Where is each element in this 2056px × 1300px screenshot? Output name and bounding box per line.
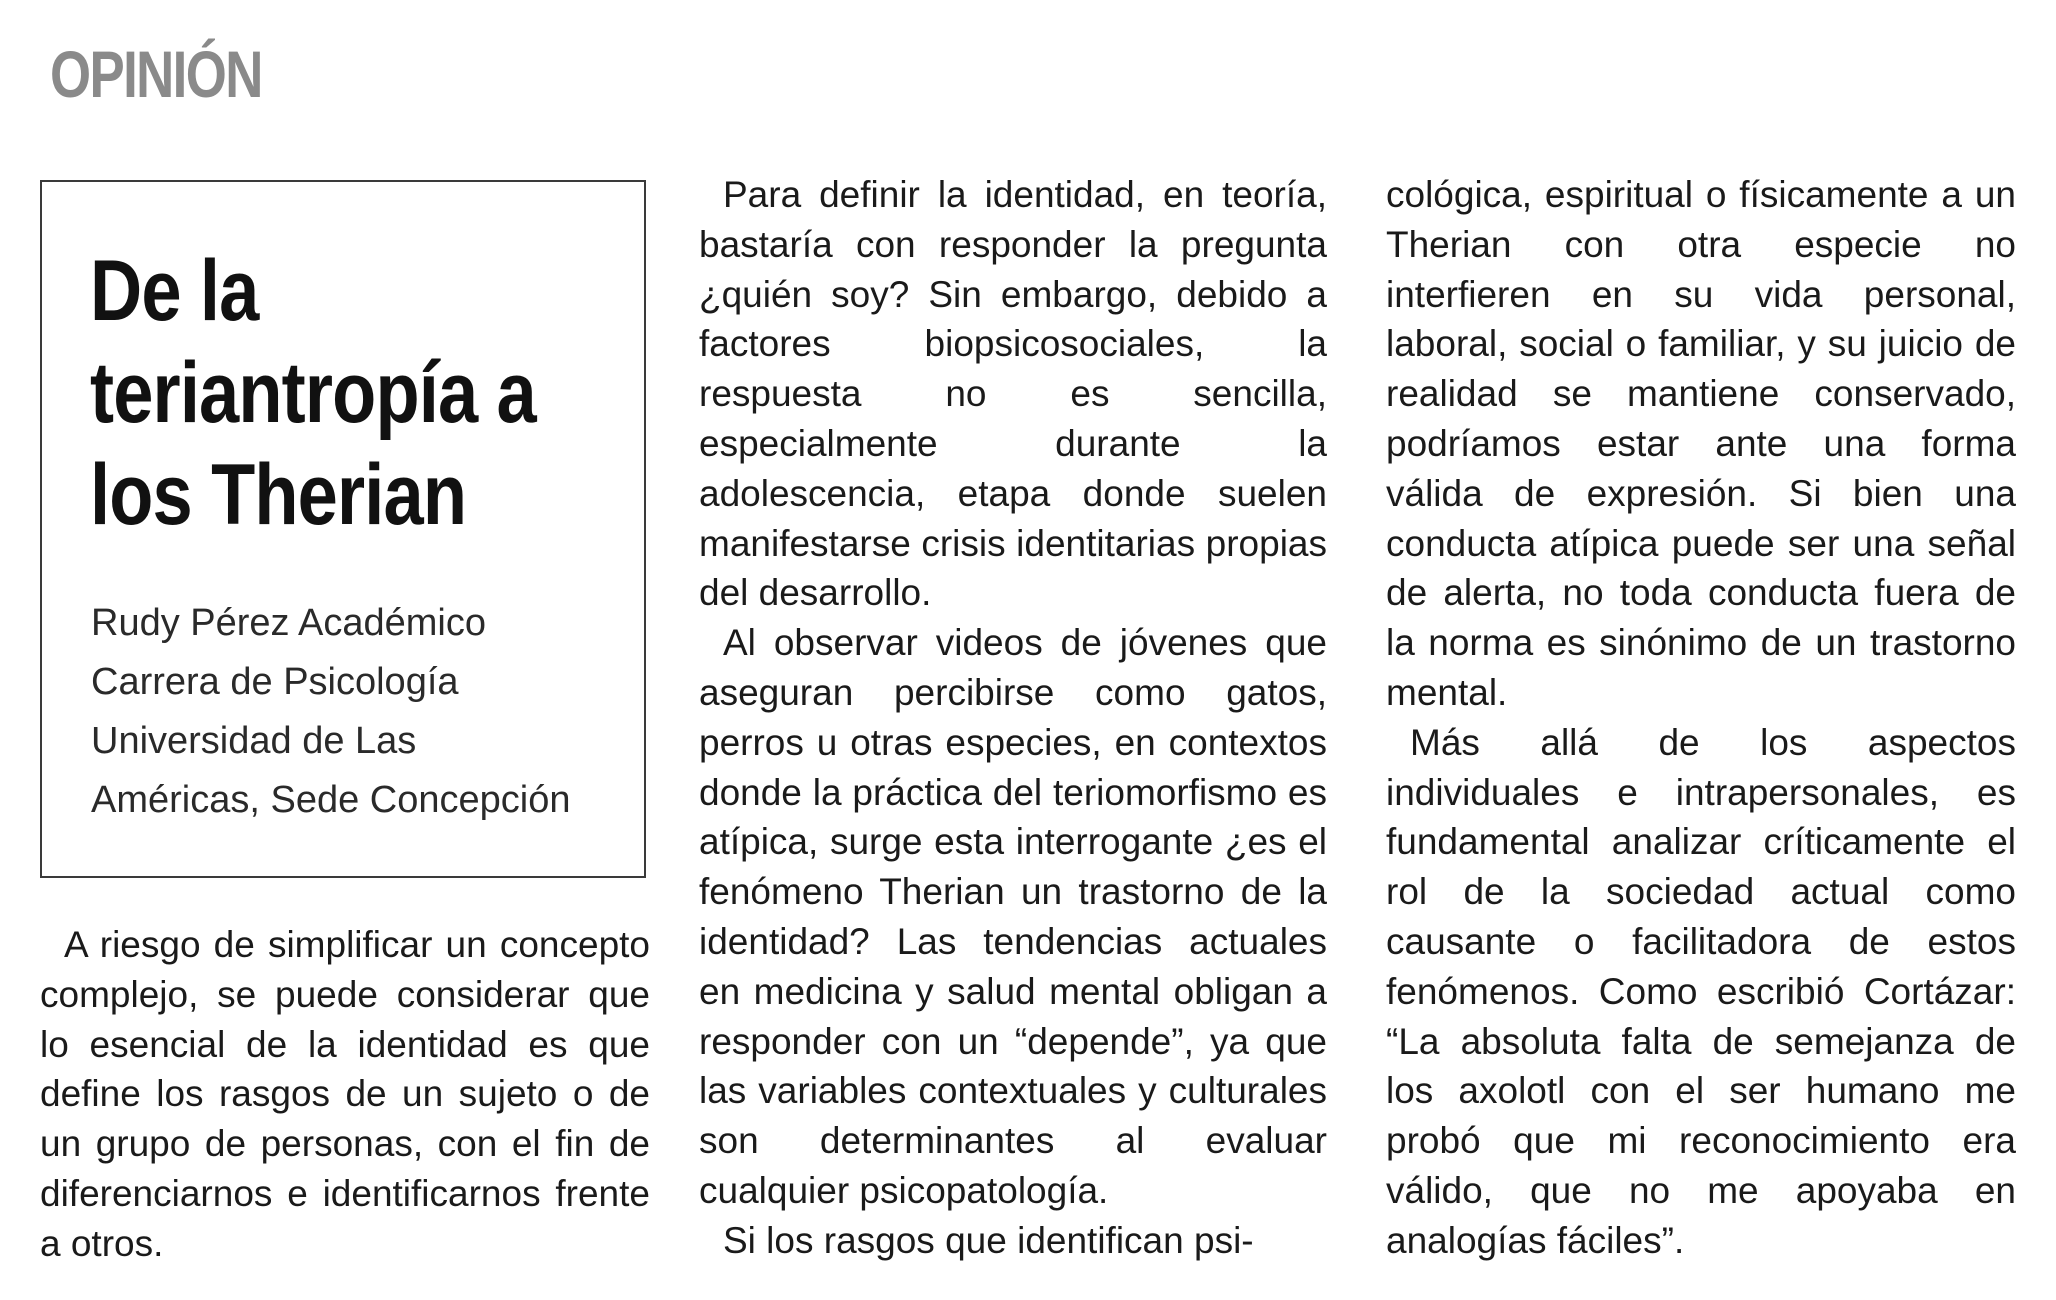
author-byline xyxy=(91,594,570,830)
paragraph: Para definir la identidad, en teoría, bastaría con responder la pregunta ¿quién soy? Sin embargo, debido a factores biopsicosociales, la respuesta no es sencilla, especialmente durante la adolescencia, etapa donde suelen manifestarse crisis identitarias propias del desarrollo. xyxy=(699,174,1327,614)
column-2 xyxy=(699,170,1327,1266)
paragraph: Al observar videos de jóvenes que aseguran percibirse como gatos, perros u otras especies, en contextos donde la práctica del teriomorfismo es atípica, surge esta interrogante ¿es el fenómeno Therian un trastorno de la identidad? Las tendencias actuales en medicina y salud mental obligan a responder con un “depende”, ya que las variables contextuales y culturales son determinantes al evaluar cualquier psicopatología. xyxy=(699,622,1327,1211)
author-line: Universidad de Las xyxy=(91,720,417,762)
paragraph: Si los rasgos que identifican psi- xyxy=(723,1219,1254,1261)
author-line: Carrera de Psicología xyxy=(91,661,459,703)
headline-line: teriantropía a xyxy=(90,345,536,441)
author-line: Rudy Pérez Académico xyxy=(91,602,486,644)
paragraph: A riesgo de simplificar un concepto complejo, se puede considerar que lo esencial de la identidad es que define los rasgos de un sujeto o de un grupo de personas, con el fin de diferenciarnos e identificarnos frente a otros. xyxy=(40,924,650,1264)
section-title: OPINIÓN xyxy=(50,37,262,111)
column-1 xyxy=(40,920,650,1269)
author-line: Américas, Sede Concepción xyxy=(91,779,571,821)
paragraph: Más allá de los aspectos individuales e intrapersonales, es fundamental analizar críticamente el rol de la sociedad actual como causante o facilitadora de estos fenómenos. Como escribió Cortázar: “La absoluta falta de semejanza de los axolotl con el ser humano me probó que mi reconocimiento era válido, que no me apoyaba en analogías fáciles”. xyxy=(1386,721,2016,1261)
headline-line: De la xyxy=(90,243,259,339)
paragraph: cológica, espiritual o físicamente a un Therian con otra especie no interfieren en su vida personal, laboral, social o familiar, y su juicio de realidad se mantiene conservado, podríamos estar ante una forma válida de expresión. Si bien una conducta atípica puede ser una señal de alerta, no toda conducta fuera de la norma es sinónimo de un trastorno mental. xyxy=(1386,174,2016,713)
column-3 xyxy=(1386,170,2016,1266)
headline-line: los Therian xyxy=(90,447,467,543)
headline xyxy=(90,240,536,546)
